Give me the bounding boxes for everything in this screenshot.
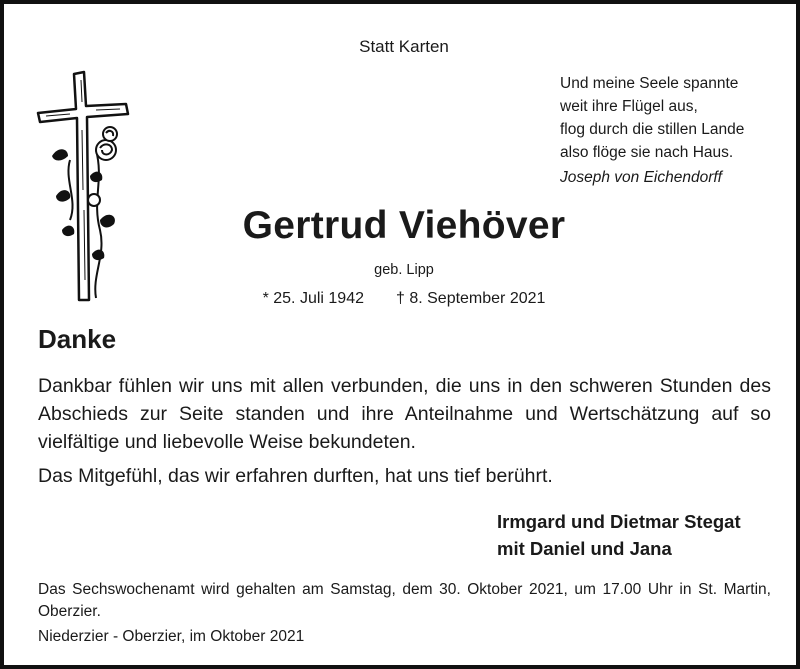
birth-date: * 25. Juli 1942 bbox=[262, 290, 364, 307]
deceased-name: Gertrud Viehöver bbox=[242, 204, 566, 247]
signature-line: Irmgard und Dietmar Stegat bbox=[497, 511, 741, 532]
signature-block bbox=[497, 508, 741, 562]
place-date: Niederzier - Oberzier, im Oktober 2021 bbox=[38, 628, 305, 645]
poem-line: flog durch die stillen Lande bbox=[560, 121, 745, 138]
header-statt-karten: Statt Karten bbox=[359, 37, 449, 56]
thanks-heading: Danke bbox=[38, 324, 117, 354]
born-name: geb. Lipp bbox=[374, 262, 434, 278]
poem-author: Joseph von Eichendorff bbox=[560, 169, 722, 186]
service-notice: Das Sechswochenamt wird gehalten am Samstag, dem 30. Oktober 2021, um 17.00 Uhr in St. Martin, Oberzier. bbox=[38, 581, 771, 620]
poem-block bbox=[560, 72, 744, 189]
life-dates bbox=[4, 290, 800, 308]
signature-line: mit Daniel und Jana bbox=[497, 538, 672, 559]
thanks-paragraph-2: Das Mitgefühl, das wir erfahren durften, hat uns tief berührt. bbox=[38, 465, 553, 487]
poem-line: Und meine Seele spannte bbox=[560, 75, 739, 92]
poem-line: also flöge sie nach Haus. bbox=[560, 144, 734, 161]
thanks-paragraph: Dankbar fühlen wir uns mit allen verbunden, die uns in den schweren Stunden des Abschieds zur Seite standen und ihre Anteilnahme und Wertschätzung auf so vielfältige und liebevolle Weise bekundeten. bbox=[38, 375, 771, 453]
poem-line: weit ihre Flügel aus, bbox=[560, 98, 698, 115]
death-date: † 8. September 2021 bbox=[395, 290, 546, 307]
